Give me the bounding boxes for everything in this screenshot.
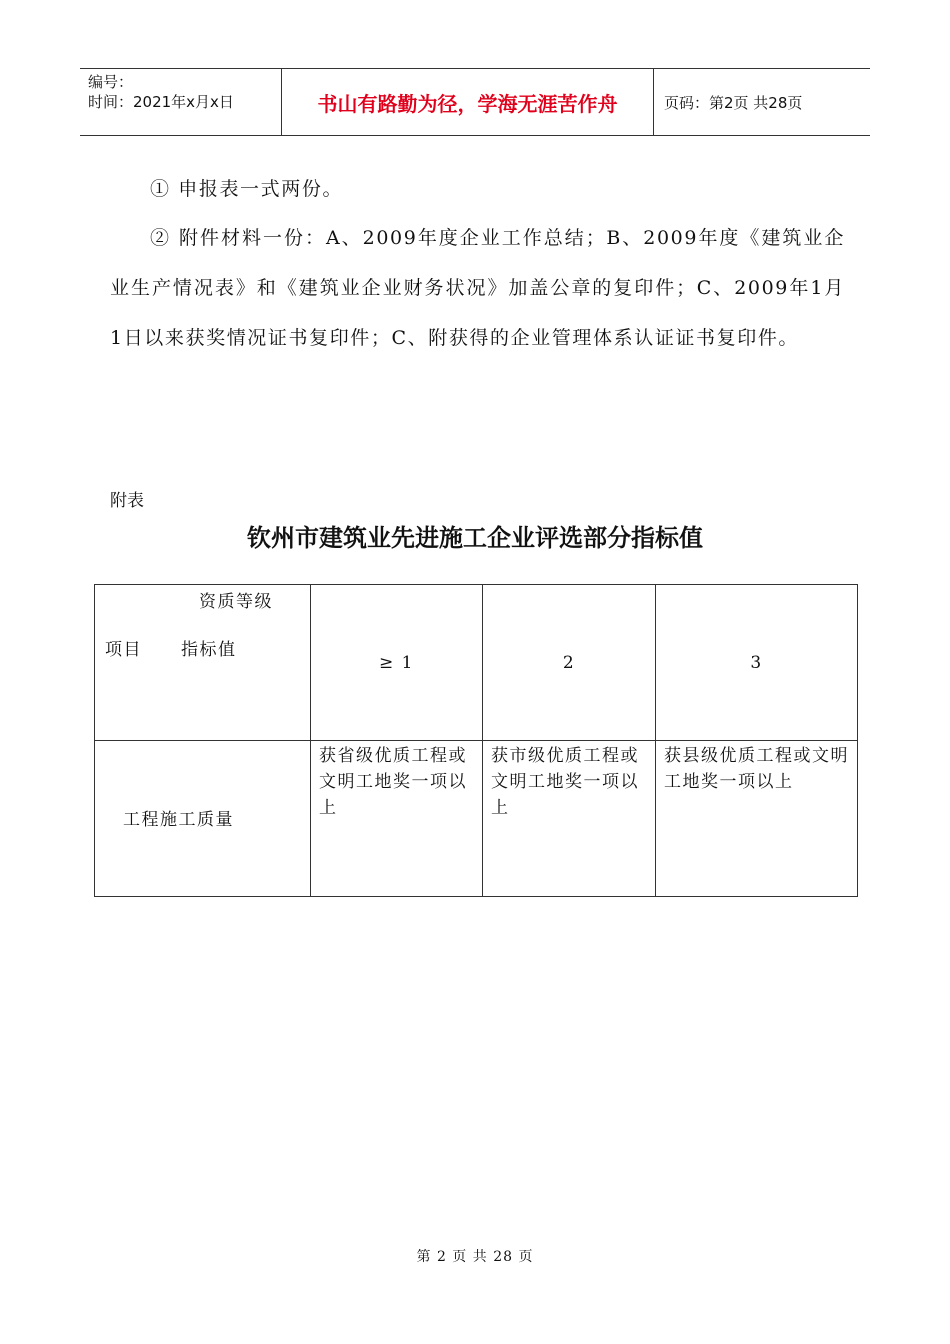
indicator-table — [94, 584, 858, 897]
row-cell-2: 获市级优质工程或文明工地奖一项以上 — [483, 741, 656, 897]
diagonal-header-cell — [95, 585, 311, 741]
page-header — [80, 68, 870, 136]
row-cell-3: 获县级优质工程或文明工地奖一项以上 — [656, 741, 858, 897]
appendix-label: 附表 — [110, 491, 144, 511]
header-date-label: 时间：2021年x月x日 — [88, 93, 234, 111]
header-number-label: 编号： — [88, 73, 134, 91]
diag-top-label: 资质等级 — [199, 592, 273, 612]
table-title: 钦州市建筑业先进施工企业评选部分指标值 — [247, 524, 703, 552]
level-2-cell: 2 — [483, 585, 656, 741]
row-label-cell — [95, 741, 311, 897]
table-row — [95, 741, 858, 897]
row-label: 工程施工质量 — [123, 810, 234, 830]
row-cell-1: 获省级优质工程或文明工地奖一项以上 — [311, 741, 483, 897]
paragraph-item-1: ① 申报表一式两份。 — [150, 178, 344, 200]
header-meta — [80, 69, 282, 135]
header-page-info: 页码：第2页 共28页 — [664, 93, 803, 112]
page-footer: 第 2 页 共 28 页 — [416, 1249, 534, 1265]
diag-mid-label: 指标值 — [181, 640, 237, 660]
header-motto: 书山有路勤为径，学海无涯苦作舟 — [282, 69, 654, 135]
diag-left-label: 项目 — [105, 640, 142, 660]
level-1-cell: ≥ 1 — [311, 585, 483, 741]
paragraph-item-2: ② 附件材料一份：A、2009年度企业工作总结；B、2009年度《建筑业企业生产情况表》和《建筑业企业财务状况》加盖公章的复印件；C、2009年1月1日以来获奖情况证书复印件；C、附获得的企业管理体系认证证书复印件。 — [110, 227, 845, 349]
level-3-cell: 3 — [656, 585, 858, 741]
table-header-row — [95, 585, 858, 741]
